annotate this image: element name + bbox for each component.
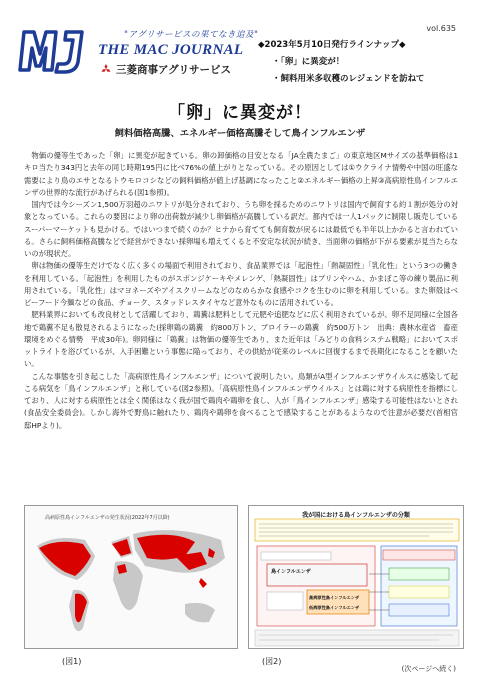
mitsubishi-logo-icon bbox=[100, 64, 112, 75]
volume-number: vol.635 bbox=[426, 24, 456, 33]
world-map bbox=[25, 506, 238, 649]
figure-1-title: 高病原性鳥インフルエンザの発生状況(2022年7月以降) bbox=[45, 515, 170, 521]
article-title: 「卵」に異変が！ bbox=[168, 103, 312, 123]
box-label: 低病原性鳥インフルエンザ bbox=[309, 605, 360, 610]
paragraph: 卵は物価の優等生だけでなく広く多くの場面で利用されており、食品業界では「起泡性」「熱凝固性」「乳化性」という3つの働きを利用している。「起泡性」を利用したものがスポンジケーキやメレンゲ、「熱凝固性」はプリンやハム、かまぼこ等の練り製品に利用されている。「乳化性」はマヨネーズやアイスクリームなどのなめらかな食感やコクを生むのに卵を利用している。また卵殻はベビーフード今麺などの食品、チョーク、スタッドレスタイヤなど意外なものに活用されている。 bbox=[24, 261, 458, 307]
journal-name: THE MAC JOURNAL bbox=[98, 42, 244, 58]
paragraph: 肥料業界においても改良材として活躍しており、鶏糞は肥料として元肥や追肥などに広く利用されているが、卵不足同様に全国各地で鶏糞不足も散見されるようになった(採卵鶏の鶏糞 約800万トン、ブロイラーの鶏糞 約500万トン 出典：農林水産省 畜産環境をめぐる情勢 平成30年)。卵同様に「鶏糞」は物価の優等生であり、また近年は「みどりの食料システム戦略」においてスポットライトを浴びているが、入手困難という事態に陥っており、その供給が従来のレベルに回復するまで長期化になることを顧いたい。 bbox=[24, 310, 458, 369]
paragraph: 国内では今シーズン1,500万羽超のニワトリが処分されており、うち卵を採るためのニワトリは国内で飼育する約１割が処分の対象となっている。これらの要因により卵の出荷数が減少し卵価格が高騰している訳だ。都内では一人1パックに制限し販売しているスーパーマーケットも見かける。ではいつまで続くのか？ヒナから育てても飼育数が戻るには最低でも半年以上かかると言われている。さらに飼料価格高騰などで経営ができない採卵場も増えてくると不安定な状況が続き、当面卵の価格が下がる要素が見当たらないのが現状だ。 bbox=[24, 200, 458, 258]
paragraph: 物価の優等生であった「卵」に異変が起きている。卵の卸価格の目安となる「JA全農たまご」の東京地区Mサイズの基準価格は1キロ当たり343円と去年の同じ時期195円に比べ76%の値上がりとなっている。その原因としては①ウクライナ情勢や中国の旺盛な需要により鳥のエサとなるトウモロコシなどの飼料価格が値上げ基調になったこと②エネルギー価格の上昇③高病原性鳥インフルエンザの世界的な流行があげられる(図1参照)。 bbox=[24, 151, 458, 197]
figure-2-caption: (図2) bbox=[262, 657, 282, 666]
mj-logo bbox=[16, 26, 92, 76]
figure-1-caption: (図1) bbox=[62, 657, 82, 666]
article-body bbox=[24, 150, 458, 432]
tagline: "アグリサービスの果てなき追及" bbox=[124, 30, 259, 40]
lineup-item: ・「卵」に異変が！ bbox=[272, 57, 345, 67]
paragraph: こんな事態を引き起こした「高病原性鳥インフルエンザ」について説明したい。鳥類がA型インフルエンザウイルスに感染して起こる病気を「鳥インフルエンザ」と称している(図2参照)。「高病原性鳥インフルエンザウイルス」とは鶏に対する病原性を指標にしており、人に対する病原性とは全く関係はなく我が国で鶏肉や鶏卵を食し、人が「鳥インフルエンザ」感染する可能性はないとされ(食品安全委員会)。しかし海外で野鳥に触れたり、鶏肉や鶏卵を食べることで感染することがあるようなので注意が必要だ(首相官邸HPより)。 bbox=[24, 371, 458, 430]
figure-2-classification bbox=[248, 505, 464, 649]
lineup-title: ◆2023年5月10日発行ラインナップ◆ bbox=[258, 40, 406, 50]
figure-2-title: 我が国における鳥インフルエンザの分類 bbox=[302, 512, 410, 519]
lineup-item: ・飼料用米多収穫のレジェンドを訪ねて bbox=[272, 74, 425, 84]
header bbox=[0, 0, 480, 92]
classification-diagram bbox=[249, 506, 464, 649]
continue-note: (次ページへ続く) bbox=[401, 665, 456, 673]
article-subtitle: 飼料価格高騰、エネルギー価格高騰そして鳥インフルエンザ bbox=[114, 128, 366, 139]
company-block bbox=[100, 62, 231, 77]
figure-1-outbreak-map bbox=[24, 505, 238, 649]
box-label: 鳥インフルエンザ bbox=[271, 569, 311, 575]
lineup bbox=[258, 38, 458, 84]
box-label: 高病原性鳥インフルエンザ bbox=[309, 595, 360, 600]
company-name: 三菱商事アグリサービス bbox=[116, 64, 231, 76]
